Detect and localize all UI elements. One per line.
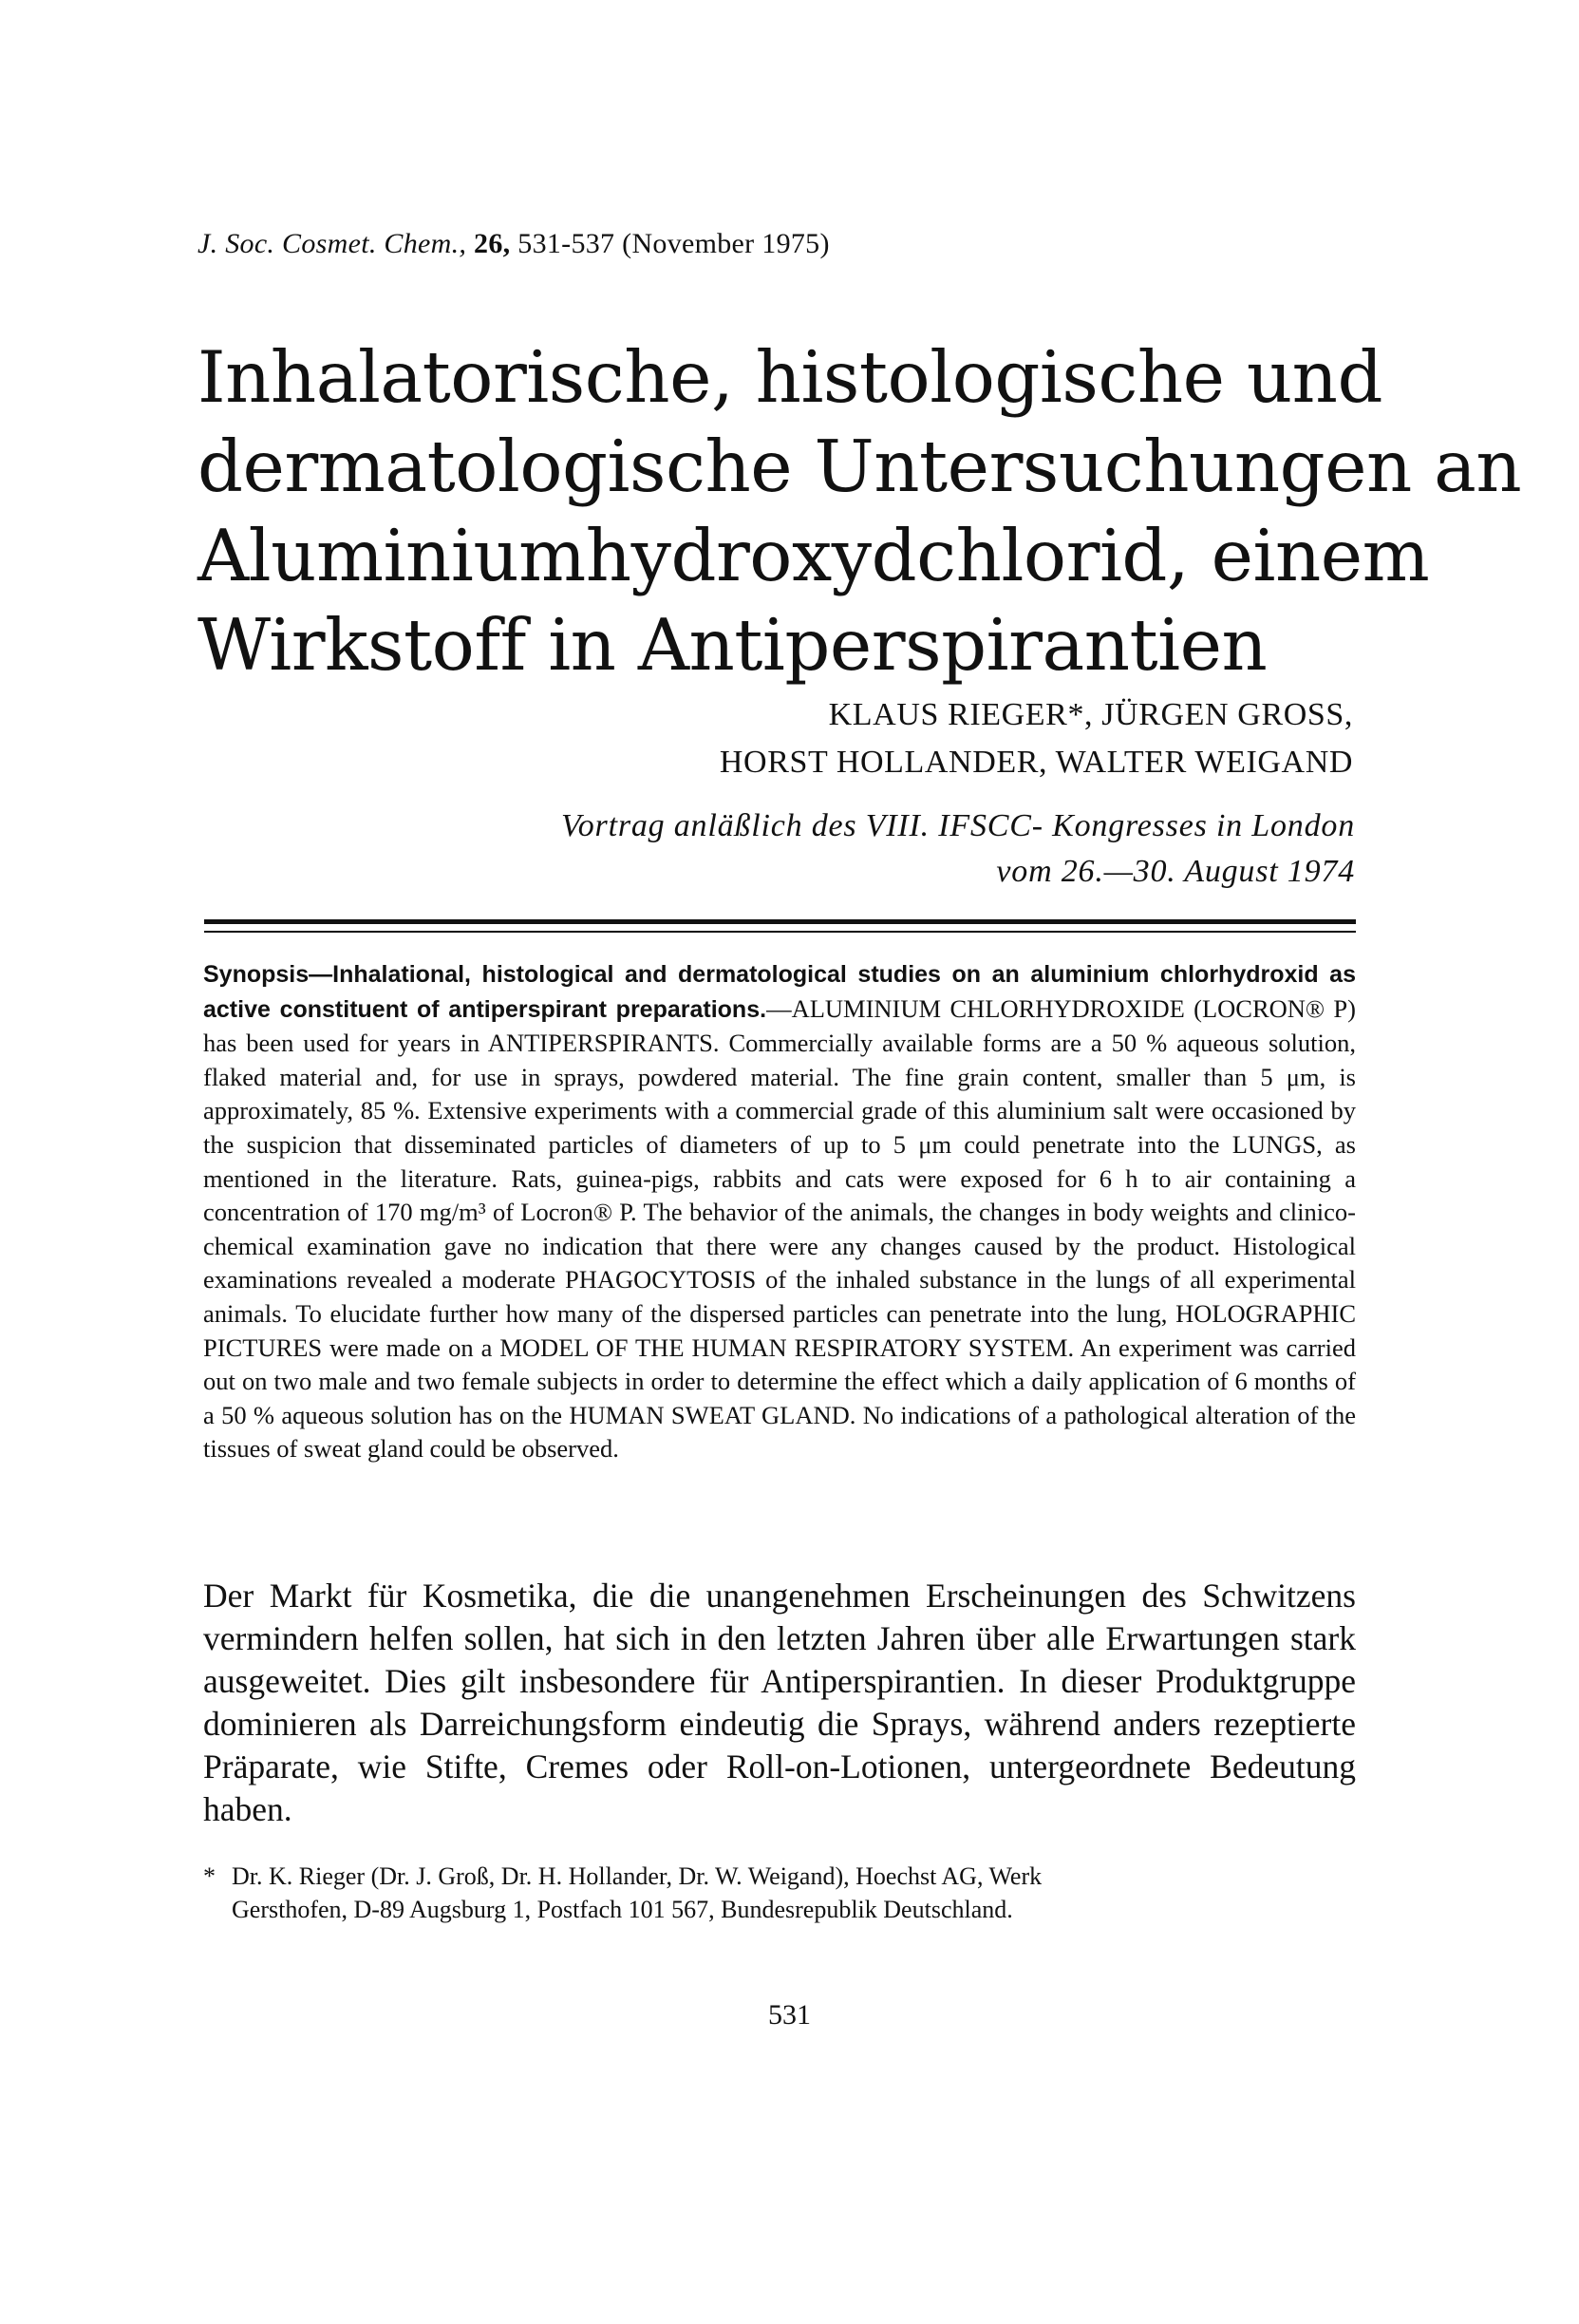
journal-volume: 26, (474, 228, 511, 259)
synopsis-heading: Synopsis—Inhalational, histological and dermatological studies on an aluminium chlorhydroxid as active constituent of antiperspirant preparations. (203, 961, 1356, 1023)
journal-pages-date: 531-537 (November 1975) (517, 228, 830, 259)
synopsis-text: —ALUMINIUM CHLORHYDROXIDE (LOCRON® P) has been used for years in ANTIPERSPIRANTS. Commercially available forms are a 50 % aqueous solution, flaked material and, for use in sprays, powdered material. The fine grain content, smaller than 5 μm, is approximately, 85 %. Extensive experiments with a commercial grade of this aluminium salt were occasioned by the suspicion that disseminated particles of diameters of up to 5 μm could penetrate into the LUNGS, as mentioned in the literature. Rats, guinea-pigs, rabbits and cats were exposed for 6 h to air containing a concentration of 170 mg/m³ of Locron® P. The behavior of the animals, the changes in body weights and clinico-chemical examination gave no indication that there were any changes caused by the product. Histological examinations revealed a moderate PHAGOCYTOSIS of the inhaled substance in the lungs of all experimental animals. To elucidate further how many of the dispersed particles can penetrate into the lung, HOLOGRAPHIC PICTURES were made on a MODEL OF THE HUMAN RESPIRATORY SYSTEM. An experiment was carried out on two male and two female subjects in order to determine the effect which a daily application of 6 months of a 50 % aqueous solution has on the HUMAN SWEAT GLAND. No indications of a pathological alteration of the tissues of sweat gland could be observed. (203, 993, 1356, 1464)
page-number: 531 (768, 1999, 811, 2031)
body-paragraph: Der Markt für Kosmetika, die die unangenehmen Erscheinungen des Schwitzens vermindern helfen sollen, hat sich in den letzten Jahren über alle Erwartungen stark ausgeweitet. Dies gilt insbesondere für Antiperspirantien. In dieser Produktgruppe dominieren als Darreichungsform eindeutig die Sprays, während anders rezeptierte Präparate, wie Stifte, Cremes oder Roll-on-Lotionen, untergeordnete Bedeutung haben. (203, 1577, 1356, 1828)
citation-line (197, 228, 830, 260)
header-divider (204, 919, 1356, 924)
footnote-marker: * (203, 1862, 216, 1890)
title-line: Aluminiumhydroxydchlorid, einem (197, 514, 1430, 597)
header-divider-thin (204, 931, 1356, 933)
author-list (720, 691, 1353, 786)
synopsis-abstract (203, 957, 1356, 1466)
journal-name: J. Soc. Cosmet. Chem., (197, 228, 467, 259)
conference-line: vom 26.—30. August 1974 (996, 854, 1355, 889)
author-line: HORST HOLLANDER, WALTER WEIGAND (719, 745, 1353, 780)
title-line: dermatologische Untersuchungen an (197, 425, 1522, 508)
title-line: Wirkstoff in Antiperspirantien (197, 603, 1268, 687)
conference-note (561, 803, 1355, 895)
article-title (197, 332, 1522, 690)
footnote-line: Gersthofen, D-89 Augsburg 1, Postfach 101 567, Bundesrepublik Deutschland. (232, 1896, 1013, 1923)
author-line: KLAUS RIEGER*, JÜRGEN GROSS, (828, 697, 1353, 732)
title-line: Inhalatorische, histologische und (197, 335, 1382, 419)
author-footnote (203, 1860, 1356, 1926)
conference-line: Vortrag anläßlich des VIII. IFSCC- Kongresses in London (560, 808, 1355, 843)
footnote-line: Dr. K. Rieger (Dr. J. Groß, Dr. H. Hollander, Dr. W. Weigand), Hoechst AG, Werk (232, 1862, 1043, 1890)
